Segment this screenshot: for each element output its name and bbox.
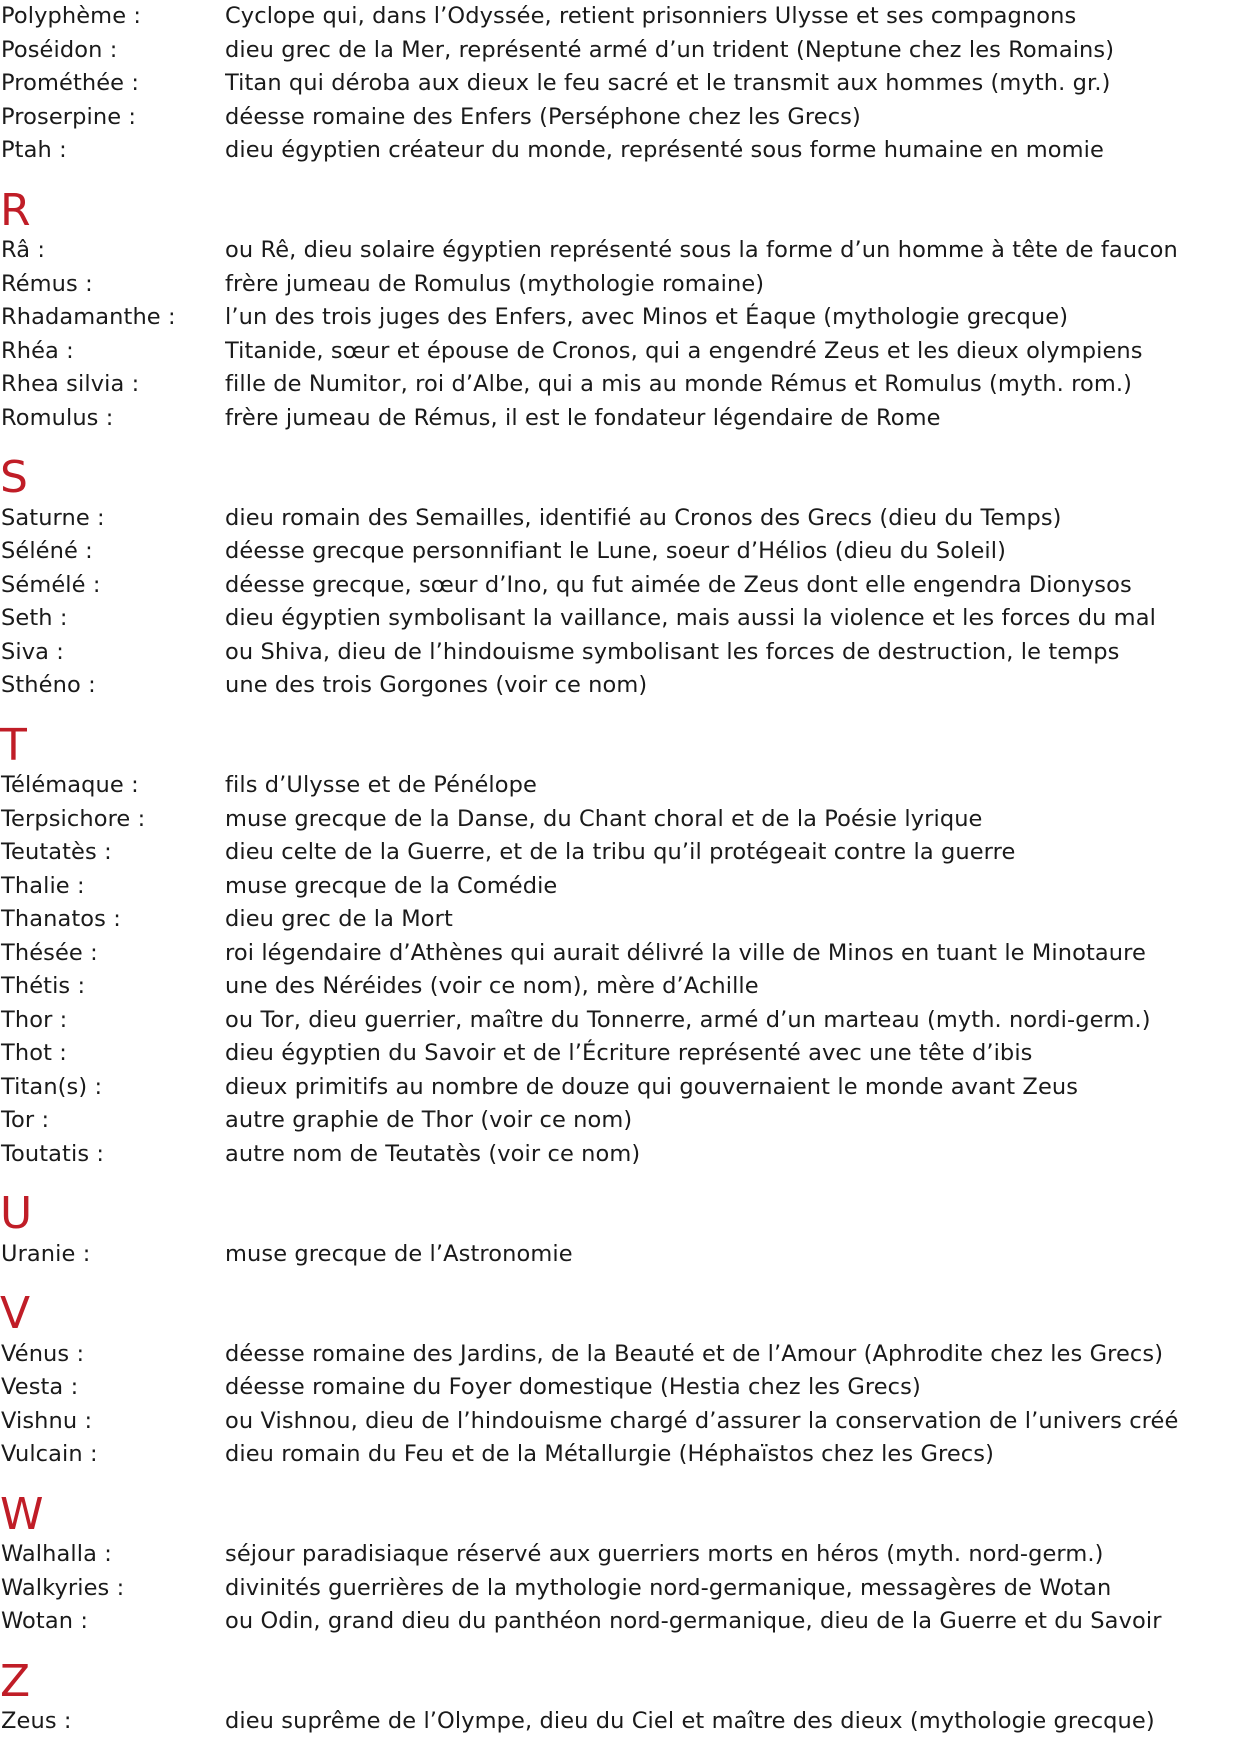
glossary-entry <box>0 1004 1241 1038</box>
entry-definition: Titan qui déroba aux dieux le feu sacré et le transmit aux hommes (myth. gr.) <box>225 70 1111 96</box>
entry-term: Terpsichore : <box>1 805 146 832</box>
entry-definition: fille de Numitor, roi d’Albe, qui a mis au monde Rémus et Romulus (myth. rom.) <box>225 371 1132 397</box>
glossary-entry <box>0 1572 1241 1606</box>
entry-definition: roi légendaire d’Athènes qui aurait délivré la ville de Minos en tuant le Minotaure <box>225 939 1146 966</box>
entry-term: Wotan : <box>1 1608 88 1634</box>
glossary-entry <box>0 769 1241 803</box>
glossary-section <box>0 703 1241 1172</box>
entry-term: Séléné : <box>1 538 93 564</box>
entry-term: Proserpine : <box>1 103 137 130</box>
glossary-entry <box>0 335 1241 369</box>
entry-term: Teutatès : <box>1 839 112 865</box>
entry-term: Seth : <box>1 605 68 631</box>
entry-term: Poséidon : <box>1 36 118 63</box>
entry-definition: dieu égyptien symbolisant la vaillance, mais aussi la violence et les forces du mal <box>225 605 1156 631</box>
section-letter-heading: R <box>0 184 31 236</box>
glossary-entry <box>0 1705 1241 1739</box>
glossary-section <box>0 168 1241 436</box>
entry-definition: déesse romaine des Enfers (Perséphone chez les Grecs) <box>225 103 861 130</box>
entry-definition: dieux primitifs au nombre de douze qui gouvernaient le monde avant Zeus <box>225 1073 1079 1100</box>
glossary-entry <box>0 1538 1241 1572</box>
entry-definition: autre nom de Teutatès (voir ce nom) <box>225 1140 641 1167</box>
glossary-entry <box>0 602 1241 636</box>
glossary-entry <box>0 1605 1241 1639</box>
entry-term: Ptah : <box>1 137 67 163</box>
entry-definition: Cyclope qui, dans l’Odyssée, retient prisonniers Ulysse et ses compagnons <box>225 3 1077 29</box>
glossary-entry <box>0 937 1241 971</box>
glossary-entry <box>0 1338 1241 1372</box>
entry-definition: déesse grecque personnifiant le Lune, soeur d’Hélios (dieu du Soleil) <box>225 538 1006 564</box>
entry-term: Rhea silvia : <box>1 371 140 397</box>
glossary-entry <box>0 101 1241 135</box>
entry-definition: une des trois Gorgones (voir ce nom) <box>225 672 648 698</box>
entry-term: Thésée : <box>1 939 98 966</box>
glossary-entry <box>0 368 1241 402</box>
entry-term: Vesta : <box>1 1374 79 1400</box>
entry-term: Râ : <box>1 237 46 263</box>
entry-definition: ou Odin, grand dieu du panthéon nord-germanique, dieu de la Guerre et du Savoir <box>225 1608 1162 1634</box>
entry-definition: ou Shiva, dieu de l’hindouisme symbolisant les forces de destruction, le temps <box>225 638 1120 665</box>
entry-definition: dieu suprême de l’Olympe, dieu du Ciel et maître des dieux (mythologie grecque) <box>225 1708 1155 1734</box>
glossary-entry <box>0 970 1241 1004</box>
glossary-entry <box>0 1037 1241 1071</box>
entry-term: Sémélé : <box>1 571 101 598</box>
entry-term: Thétis : <box>1 973 86 999</box>
glossary-entry <box>0 1438 1241 1472</box>
glossary-section <box>0 1271 1241 1472</box>
glossary-entry <box>0 669 1241 703</box>
entry-term: Walkyries : <box>1 1574 125 1601</box>
section-letter-heading: Z <box>0 1655 31 1707</box>
entry-term: Rhadamanthe : <box>1 304 176 330</box>
entry-definition: une des Néréides (voir ce nom), mère d’Achille <box>225 973 759 999</box>
glossary-entry <box>0 1371 1241 1405</box>
entry-definition: fils d’Ulysse et de Pénélope <box>225 772 537 798</box>
entry-term: Romulus : <box>1 404 114 431</box>
entry-definition: frère jumeau de Rémus, il est le fondateur légendaire de Rome <box>225 404 941 431</box>
entry-definition: dieu grec de la Mer, représenté armé d’un trident (Neptune chez les Romains) <box>225 36 1115 63</box>
glossary-entry <box>0 34 1241 68</box>
glossary-entry <box>0 1238 1241 1272</box>
glossary-entry <box>0 134 1241 168</box>
glossary-entry <box>0 870 1241 904</box>
glossary-entry <box>0 502 1241 536</box>
glossary-section <box>0 1472 1241 1639</box>
entry-term: Walhalla : <box>1 1541 112 1567</box>
glossary-entry <box>0 67 1241 101</box>
entry-term: Vishnu : <box>1 1407 93 1434</box>
entry-term: Polyphème : <box>1 3 142 29</box>
glossary-entry <box>0 636 1241 670</box>
entry-definition: l’un des trois juges des Enfers, avec Minos et Éaque (mythologie grecque) <box>225 304 1069 330</box>
glossary-section <box>0 0 1241 168</box>
section-letter-heading: S <box>0 452 28 503</box>
entry-term: Thor : <box>1 1006 68 1033</box>
glossary-section <box>0 1171 1241 1271</box>
glossary-entry <box>0 301 1241 335</box>
glossary-section <box>0 1639 1241 1739</box>
entry-definition: muse grecque de la Danse, du Chant choral et de la Poésie lyrique <box>225 805 983 832</box>
glossary-entry <box>0 535 1241 569</box>
entry-definition: autre graphie de Thor (voir ce nom) <box>225 1107 633 1133</box>
glossary-section <box>0 435 1241 703</box>
glossary-entry <box>0 402 1241 436</box>
entry-definition: ou Rê, dieu solaire égyptien représenté sous la forme d’un homme à tête de faucon <box>225 237 1178 263</box>
entry-definition: dieu égyptien créateur du monde, représenté sous forme humaine en momie <box>225 137 1104 163</box>
entry-term: Zeus : <box>1 1708 72 1734</box>
entry-definition: dieu romain du Feu et de la Métallurgie (Héphaïstos chez les Grecs) <box>225 1441 994 1467</box>
entry-definition: déesse romaine des Jardins, de la Beauté et de l’Amour (Aphrodite chez les Grecs) <box>225 1340 1164 1367</box>
section-letter-heading: U <box>0 1188 33 1239</box>
entry-term: Uranie : <box>1 1240 91 1267</box>
entry-term: Sthéno : <box>1 672 96 698</box>
entry-term: Titan(s) : <box>1 1073 103 1100</box>
entry-term: Vulcain : <box>1 1441 98 1467</box>
entry-definition: dieu celte de la Guerre, et de la tribu qu’il protégeait contre la guerre <box>225 839 1016 865</box>
entry-definition: séjour paradisiaque réservé aux guerriers morts en héros (myth. nord-germ.) <box>225 1541 1104 1567</box>
entry-definition: frère jumeau de Romulus (mythologie romaine) <box>225 270 765 297</box>
entry-term: Thalie : <box>1 872 85 899</box>
entry-term: Prométhée : <box>1 70 140 96</box>
section-letter-heading: W <box>0 1488 44 1540</box>
entry-term: Thot : <box>1 1040 67 1066</box>
glossary-entry <box>0 569 1241 603</box>
glossary-entry <box>0 268 1241 302</box>
entry-definition: ou Tor, dieu guerrier, maître du Tonnerre, armé d’un marteau (myth. nordi-germ.) <box>225 1006 1151 1033</box>
entry-term: Toutatis : <box>1 1140 105 1167</box>
glossary-entry <box>0 234 1241 268</box>
glossary-entry <box>0 1405 1241 1439</box>
section-letter-heading: V <box>0 1288 31 1339</box>
entry-definition: muse grecque de la Comédie <box>225 872 558 899</box>
glossary-entry <box>0 803 1241 837</box>
entry-definition: déesse grecque, sœur d’Ino, qu fut aimée de Zeus dont elle engendra Dionysos <box>225 571 1132 598</box>
entry-term: Vénus : <box>1 1340 85 1367</box>
entry-definition: déesse romaine du Foyer domestique (Hestia chez les Grecs) <box>225 1374 921 1400</box>
entry-term: Tor : <box>1 1107 50 1133</box>
entry-term: Saturne : <box>1 504 105 531</box>
glossary-entry <box>0 0 1241 34</box>
glossary-entry <box>0 1104 1241 1138</box>
glossary-entry <box>0 1138 1241 1172</box>
entry-definition: dieu égyptien du Savoir et de l’Écriture représenté avec une tête d’ibis <box>225 1040 1033 1066</box>
glossary-entry <box>0 1071 1241 1105</box>
entry-term: Rhéa : <box>1 337 74 364</box>
entry-definition: dieu romain des Semailles, identifié au Cronos des Grecs (dieu du Temps) <box>225 504 1062 531</box>
entry-definition: Titanide, sœur et épouse de Cronos, qui a engendré Zeus et les dieux olympiens <box>225 337 1143 364</box>
entry-definition: dieu grec de la Mort <box>225 906 453 932</box>
entry-term: Télémaque : <box>1 772 139 798</box>
section-letter-heading: T <box>0 719 27 771</box>
entry-definition: ou Vishnou, dieu de l’hindouisme chargé d’assurer la conservation de l’univers créé <box>225 1407 1179 1434</box>
glossary-entry <box>0 836 1241 870</box>
glossary-entry <box>0 903 1241 937</box>
entry-definition: muse grecque de l’Astronomie <box>225 1240 573 1267</box>
entry-definition: divinités guerrières de la mythologie nord-germanique, messagères de Wotan <box>225 1574 1112 1601</box>
entry-term: Siva : <box>1 638 64 665</box>
entry-term: Thanatos : <box>1 906 121 932</box>
entry-term: Rémus : <box>1 270 93 297</box>
